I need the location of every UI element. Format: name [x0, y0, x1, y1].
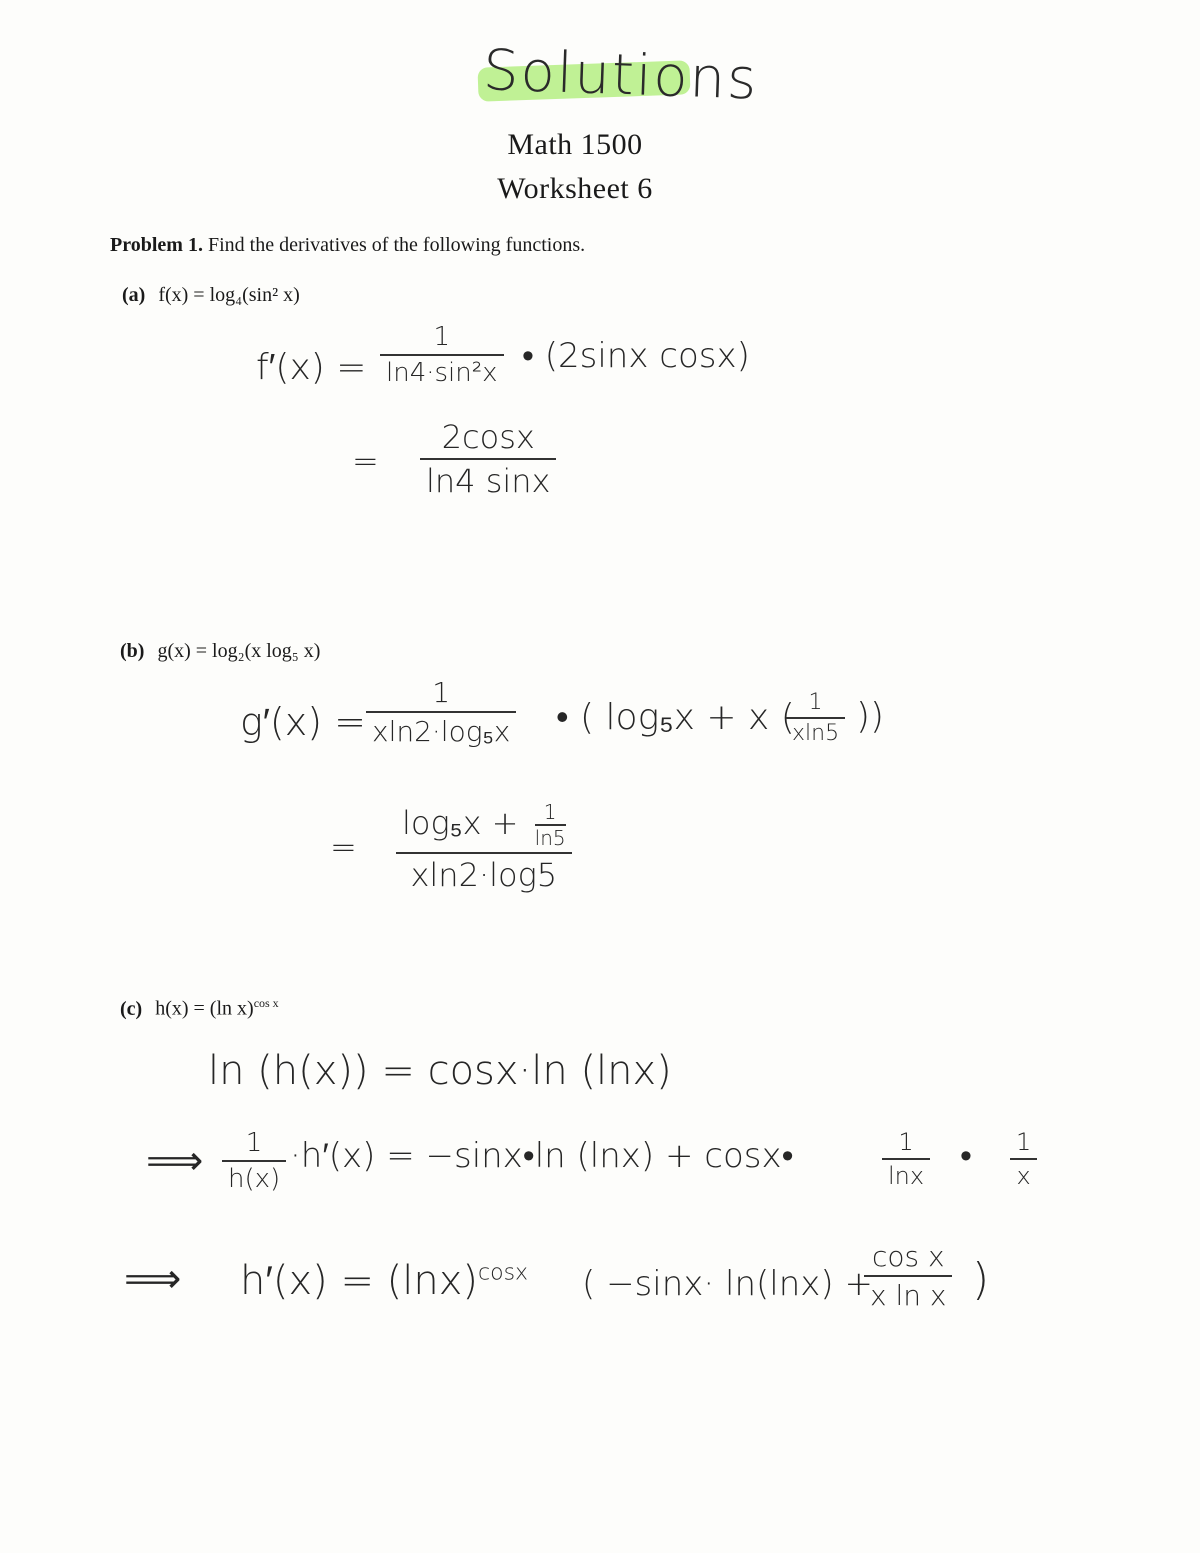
part-c-frac4-num: cos x	[871, 1240, 945, 1273]
part-b-mid: • ( log₅x + x (	[556, 697, 795, 738]
worksheet-title: Worksheet 6	[497, 172, 653, 205]
part-b-small-den: ln5	[534, 826, 566, 850]
part-a-statement	[122, 284, 300, 307]
part-b-fraction-1	[366, 676, 516, 748]
part-b-eq2: =	[330, 828, 357, 866]
part-a-label: (a)	[122, 284, 146, 306]
fraction-bar	[366, 711, 516, 713]
part-a-function: f(x) = log₄(sin² x)	[158, 284, 300, 306]
fraction-bar	[864, 1275, 952, 1277]
fraction-bar	[786, 717, 845, 719]
part-c-line3-mid: ( −sinx· ln(lnx) +	[582, 1264, 873, 1304]
part-c-fraction-2	[882, 1128, 930, 1190]
fraction-bar	[396, 852, 572, 854]
part-a-fraction-2	[420, 418, 556, 500]
part-c-frac1-den: h(x)	[228, 1164, 281, 1194]
fraction-bar	[882, 1158, 930, 1160]
fraction-bar	[420, 458, 556, 460]
part-b-small-num: 1	[543, 800, 557, 824]
part-c-frac3-num: 1	[1016, 1128, 1032, 1156]
implies-arrow-1: ⟹	[146, 1138, 204, 1184]
part-c-fraction-3	[1010, 1128, 1037, 1190]
part-b-frac2-num-row	[396, 800, 572, 850]
part-b-statement	[120, 640, 320, 663]
fraction-bar	[222, 1160, 286, 1162]
fraction-bar	[380, 354, 504, 356]
solutions-handwritten-title	[478, 38, 760, 114]
part-c-frac1-num: 1	[245, 1128, 263, 1158]
course-title: Math 1500	[507, 128, 643, 161]
part-a-tail: • (2sinx cosx)	[522, 336, 750, 376]
part-c-function: h(x) = (ln x)	[155, 997, 254, 1020]
part-c-frac2-den: lnx	[888, 1162, 925, 1190]
implies-arrow-2: ⟹	[124, 1256, 182, 1302]
part-c-frac4-den: x ln x	[870, 1279, 947, 1312]
part-b-frac2-den: xln2·log5	[410, 856, 558, 894]
part-c-dot: •	[960, 1136, 972, 1176]
part-c-label: (c)	[120, 997, 143, 1020]
part-a-eq2: =	[352, 442, 379, 480]
part-c-statement	[120, 996, 279, 1021]
part-c-line3-close: )	[972, 1254, 990, 1305]
solutions-title-text: Solutions	[482, 38, 760, 113]
part-b-close: ))	[856, 696, 885, 737]
part-c-fraction-4	[864, 1240, 952, 1312]
part-c-line3-lhs-text: h′(x) = (lnx)	[240, 1258, 479, 1304]
part-a-frac1-num: 1	[433, 322, 451, 352]
part-a-frac2-num: 2cosx	[441, 418, 535, 456]
part-b-lhs: g′(x) =	[240, 700, 366, 744]
part-a-frac2-den: ln4 sinx	[426, 462, 551, 500]
part-b-inner-num: 1	[808, 690, 823, 715]
problem-instruction: Find the derivatives of the following functions.	[207, 234, 586, 256]
part-b-small-fraction	[535, 800, 566, 850]
fraction-bar	[1010, 1158, 1037, 1160]
part-b-inner-fraction	[786, 690, 845, 746]
part-c-exponent: cos x	[253, 996, 279, 1010]
part-b-fraction-2	[396, 800, 572, 894]
part-b-inner-den: xln5	[792, 721, 840, 746]
part-b-frac1-den: xln2·log₅x	[372, 715, 511, 748]
part-c-line1: ln (h(x)) = cosx·ln (lnx)	[208, 1048, 672, 1094]
part-a-fraction-1	[380, 322, 504, 388]
part-c-line3-exponent: cosx	[478, 1260, 529, 1286]
part-a-lhs: f′(x) =	[256, 347, 367, 388]
part-a-frac1-den: ln4·sin²x	[386, 358, 498, 388]
part-b-frac1-num: 1	[432, 676, 451, 709]
problem-label: Problem 1.	[110, 234, 203, 256]
part-b-function: g(x) = log₂(x log₅ x)	[157, 640, 321, 662]
part-c-line2-mid: ·h′(x) = −sinx•ln (lnx) + cosx•	[290, 1136, 794, 1176]
part-c-frac3-den: x	[1016, 1162, 1031, 1190]
part-b-label: (b)	[120, 640, 145, 662]
part-c-fraction-1	[222, 1128, 286, 1194]
part-b-frac2-num: log₅x +	[402, 804, 519, 842]
part-c-frac2-num: 1	[898, 1128, 914, 1156]
part-c-line3-lhs	[240, 1258, 528, 1304]
problem-heading	[110, 234, 585, 257]
